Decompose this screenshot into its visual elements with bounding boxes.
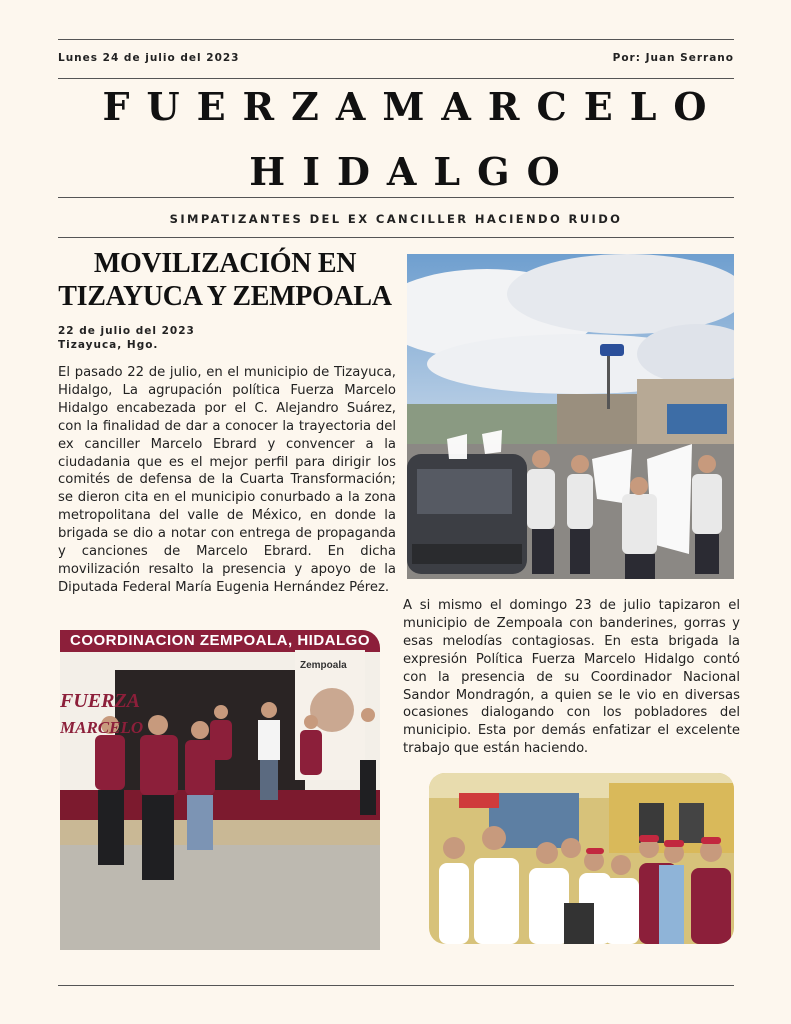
tagline-rule — [58, 237, 734, 238]
zempoala-sign-text: COORDINACION ZEMPOALA, HIDALGO — [70, 632, 370, 649]
bottom-rule — [58, 985, 734, 986]
masthead-line-1: FUERZAMARCELO — [102, 84, 724, 129]
top-rule — [58, 39, 734, 40]
zempoala-poster-label: Zempoala — [300, 660, 347, 671]
photo-group-zempoala — [429, 773, 734, 944]
issue-date: Lunes 24 de julio del 2023 — [58, 52, 240, 64]
fuerza-wall-text-2: MARCELO — [60, 718, 144, 737]
article-date: 22 de julio del 2023 — [58, 325, 195, 337]
article-paragraph-2: A si mismo el domingo 23 de julio tapizaron el municipio de Zempoala con banderines, gorras y esas melodías contagiosas. En esta brigada la expresión Política Fuerza Marcelo Hidalgo contó con la presencia de su Coordinador Nacional Sandor Mondragón, a quien se le vio en diversas ocasiones dialogando con los pobladores del municipio. Esta por demás enfatizar el excelente trabajo que están haciendo. — [403, 598, 740, 757]
article-headline: MOVILIZACIÓN EN TIZAYUCA Y ZEMPOALA — [58, 248, 392, 312]
article-paragraph-1: El pasado 22 de julio, en el municipio de Tizayuca, Hidalgo, La agrupación política Fuerza Marcelo Hidalgo encabezada por el C. Alejandro Suárez, con la finalidad de dar a conocer la trayectoria del ex canciller Marcelo Ebrard y convencer a la ciudadania que es el mejor perfil para dirigir los comités de defensa de la Cuarta Transformación; se dieron cita en el municipio conurbado a la zona metropolitana del valle de México, en donde la brigada se dio a notar con entrega de propaganda y canciones de Marcelo Ebrard. En dicha movilización resalto la presencia y apoyo de la Diputada Federal María Eugenia Hernández Pérez. — [58, 365, 396, 595]
masthead-top-rule — [58, 78, 734, 79]
masthead-bottom-rule — [58, 197, 734, 198]
author-byline: Por: Juan Serrano — [612, 52, 734, 64]
fuerza-wall-text-1: FUERZA — [60, 690, 141, 712]
photo-zempoala-coordination — [60, 630, 380, 950]
masthead-line-2: HIDALGO — [249, 149, 577, 194]
article-location: Tizayuca, Hgo. — [58, 339, 159, 351]
tagline: SIMPATIZANTES DEL EX CANCILLER HACIENDO RUIDO — [169, 212, 623, 226]
photo-tizayuca-march — [407, 254, 734, 579]
